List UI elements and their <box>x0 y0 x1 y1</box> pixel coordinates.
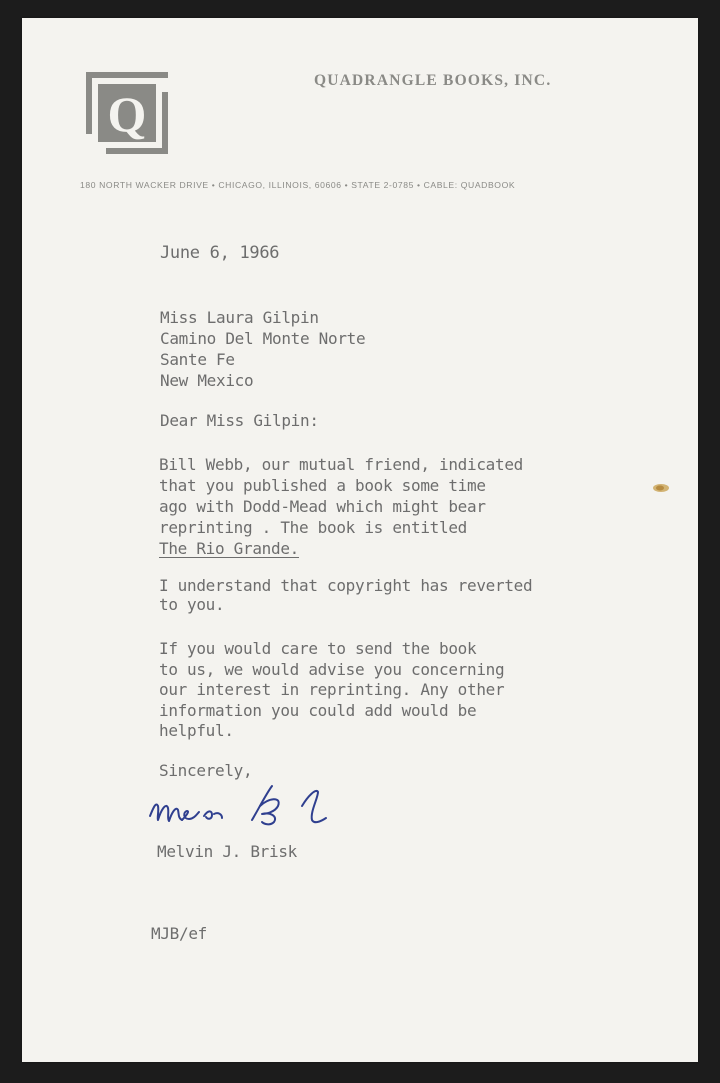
signer-name: Melvin J. Brisk <box>157 842 297 861</box>
body-line: our interest in reprinting. Any other <box>159 680 505 699</box>
company-address: 180 NORTH WACKER DRIVE • CHICAGO, ILLINOIS, 60606 • STATE 2-0785 • CABLE: QUADBOOK <box>80 180 516 190</box>
reference-initials: MJB/ef <box>151 924 207 943</box>
body-line: helpful. <box>159 721 234 740</box>
salutation: Dear Miss Gilpin: <box>160 411 319 430</box>
quadrangle-logo <box>84 70 170 156</box>
body-line: I understand that copyright has reverted <box>159 576 533 595</box>
body-line: that you published a book some time <box>159 476 486 495</box>
letter-date: June 6, 1966 <box>160 243 280 263</box>
body-line: ago with Dodd-Mead which might bear <box>159 497 486 516</box>
body-line: information you could add would be <box>159 700 477 720</box>
book-title: The Rio Grande. <box>159 539 299 558</box>
paragraph-2 <box>159 575 532 613</box>
body-line: Bill Webb, our mutual friend, indicated <box>159 455 523 474</box>
paragraph-1 <box>159 454 523 559</box>
paper-stain <box>650 481 672 495</box>
paragraph-3 <box>159 638 504 741</box>
closing: Sincerely, <box>159 761 253 780</box>
recipient-line: New Mexico <box>160 371 254 390</box>
recipient-line: Camino Del Monte Norte <box>160 329 366 348</box>
logo-letter: Q <box>107 86 147 142</box>
recipient-line: Miss Laura Gilpin <box>160 308 319 327</box>
recipient-address <box>160 307 365 391</box>
body-line: to you. <box>159 595 225 614</box>
body-line: reprinting . The book is entitled <box>159 518 467 537</box>
body-line: to us, we would advise you concerning <box>159 659 505 679</box>
handwritten-signature <box>142 776 352 836</box>
letter-sheet <box>22 18 698 1062</box>
recipient-line: Sante Fe <box>160 350 235 369</box>
body-line: If you would care to send the book <box>159 639 477 658</box>
company-name: QUADRANGLE BOOKS, INC. <box>314 72 552 89</box>
